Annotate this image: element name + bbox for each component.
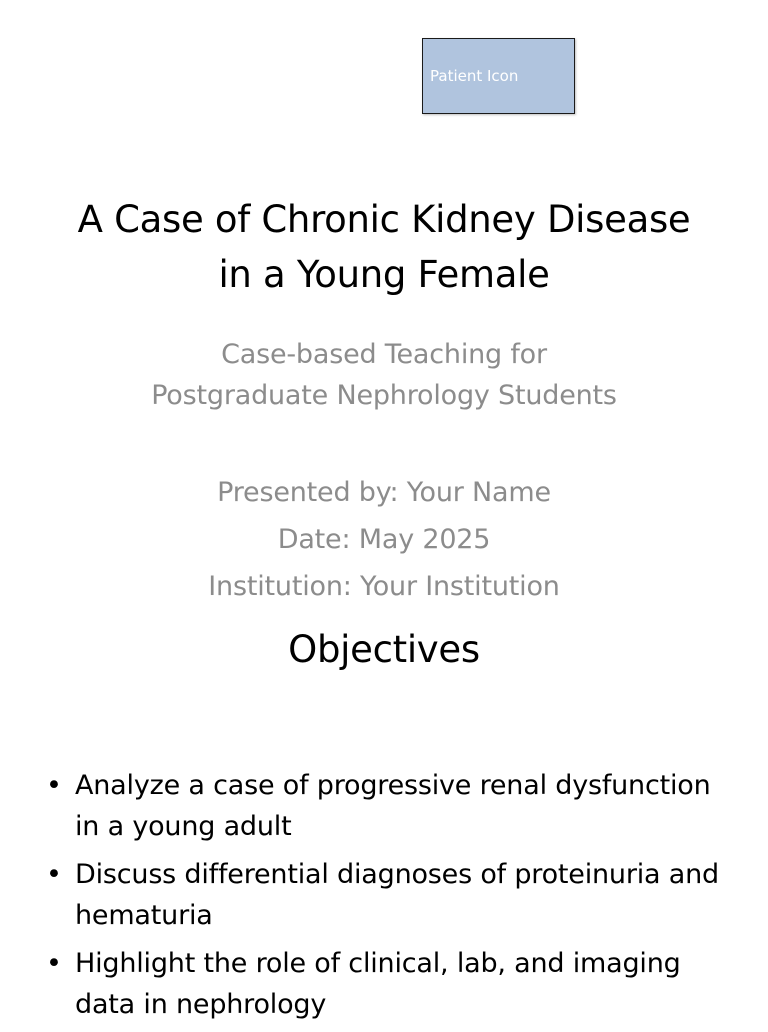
slide-title xyxy=(0,192,768,302)
presentation-date: Date: May 2025 xyxy=(277,524,491,555)
objective-text: Analyze a case of progressive renal dysfunction in a young adult xyxy=(75,770,711,842)
patient-icon-label: Patient Icon xyxy=(430,67,519,85)
objective-item xyxy=(46,854,726,936)
objectives-title: Objectives xyxy=(288,628,480,671)
bullet-icon: • xyxy=(46,859,62,890)
patient-icon-placeholder xyxy=(422,38,575,114)
subtitle-line-2: Postgraduate Nephrology Students xyxy=(151,380,617,411)
objective-text: Highlight the role of clinical, lab, and imaging data in nephrology xyxy=(75,948,681,1020)
objective-item xyxy=(46,765,726,847)
bullet-icon: • xyxy=(46,948,62,979)
objective-text: Discuss differential diagnoses of proteinuria and hematuria xyxy=(75,859,719,931)
slide-title-line-2: in a Young Female xyxy=(218,253,550,296)
slide-title-line-1: A Case of Chronic Kidney Disease xyxy=(77,198,691,241)
slide-subtitle xyxy=(0,334,768,416)
objectives-list xyxy=(46,765,726,1032)
bullet-icon: • xyxy=(46,770,62,801)
subtitle-line-1: Case-based Teaching for xyxy=(221,339,547,370)
objectives-slide xyxy=(0,577,768,1024)
presenter-name: Presented by: Your Name xyxy=(217,477,551,508)
objective-item xyxy=(46,943,726,1025)
institution: Institution: Your Institution xyxy=(208,571,560,602)
